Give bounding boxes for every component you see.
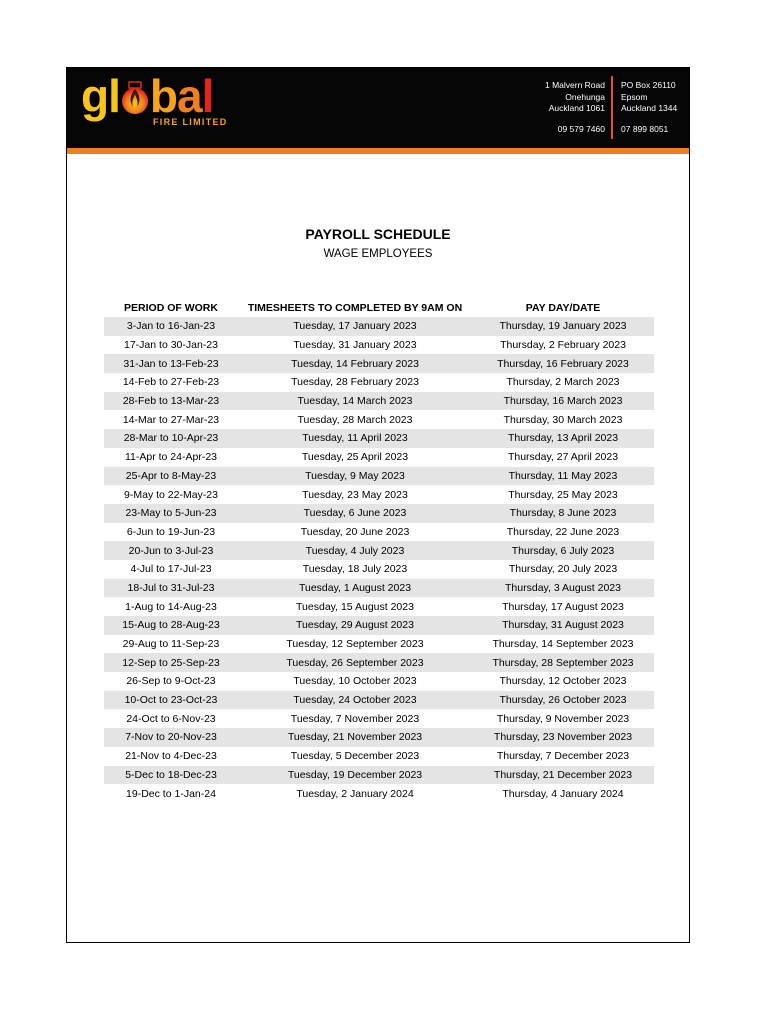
cell-timesheet-deadline: Tuesday, 17 January 2023 bbox=[238, 317, 472, 336]
cell-pay-date: Thursday, 2 March 2023 bbox=[506, 376, 620, 389]
table-row bbox=[104, 766, 654, 785]
cell-period: 28-Feb to 13-Mar-23 bbox=[104, 392, 238, 411]
column-header-period: PERIOD OF WORK bbox=[124, 301, 218, 314]
flame-globe-icon bbox=[120, 71, 150, 105]
cell-period: 6-Jun to 19-Jun-23 bbox=[126, 525, 216, 538]
cell-pay-date: Thursday, 7 December 2023 bbox=[496, 750, 630, 763]
cell-pay-date: Thursday, 3 August 2023 bbox=[472, 579, 654, 598]
table-row bbox=[104, 653, 654, 672]
table-header-row bbox=[104, 298, 654, 317]
address-line: Auckland 1061 bbox=[548, 103, 605, 113]
cell-pay-date: Thursday, 16 March 2023 bbox=[472, 392, 654, 411]
cell-pay-date: Thursday, 30 March 2023 bbox=[503, 413, 623, 426]
table-row bbox=[104, 747, 654, 766]
table-row bbox=[104, 373, 654, 392]
table-row bbox=[104, 504, 654, 523]
header-stripe bbox=[67, 148, 689, 154]
cell-pay-date: Thursday, 4 January 2024 bbox=[502, 787, 624, 800]
table-row bbox=[104, 523, 654, 542]
table-row bbox=[104, 336, 654, 355]
table-row bbox=[104, 354, 654, 373]
cell-pay-date: Thursday, 13 April 2023 bbox=[472, 429, 654, 448]
table-row bbox=[104, 597, 654, 616]
table-row bbox=[104, 485, 654, 504]
cell-pay-date: Thursday, 20 July 2023 bbox=[508, 563, 618, 576]
cell-timesheet-deadline: Tuesday, 12 September 2023 bbox=[286, 638, 424, 651]
cell-period: 7-Nov to 20-Nov-23 bbox=[104, 728, 238, 747]
cell-timesheet-deadline: Tuesday, 25 April 2023 bbox=[301, 451, 409, 464]
cell-timesheet-deadline: Tuesday, 18 July 2023 bbox=[302, 563, 408, 576]
cell-period: 18-Jul to 31-Jul-23 bbox=[104, 579, 238, 598]
table-row bbox=[104, 392, 654, 411]
cell-timesheet-deadline: Tuesday, 10 October 2023 bbox=[293, 675, 417, 688]
table-row bbox=[104, 616, 654, 635]
cell-period: 20-Jun to 3-Jul-23 bbox=[104, 541, 238, 560]
cell-pay-date: Thursday, 31 August 2023 bbox=[472, 616, 654, 635]
cell-timesheet-deadline: Tuesday, 23 May 2023 bbox=[302, 488, 408, 501]
address-line: Auckland 1344 bbox=[621, 103, 678, 113]
address-block-left bbox=[499, 80, 605, 135]
table-row bbox=[104, 728, 654, 747]
cell-timesheet-deadline: Tuesday, 28 March 2023 bbox=[297, 413, 413, 426]
cell-period: 17-Jan to 30-Jan-23 bbox=[124, 339, 218, 352]
phone-number: 09 579 7460 bbox=[557, 123, 605, 134]
cell-period: 28-Mar to 10-Apr-23 bbox=[104, 429, 238, 448]
cell-pay-date: Thursday, 28 September 2023 bbox=[472, 653, 654, 672]
cell-timesheet-deadline: Tuesday, 14 February 2023 bbox=[238, 354, 472, 373]
payroll-table bbox=[104, 298, 654, 803]
table-row bbox=[104, 709, 654, 728]
column-header-timesheets: TIMESHEETS TO COMPLETED BY 9AM ON bbox=[247, 301, 463, 314]
address-line: PO Box 26110 bbox=[621, 80, 676, 90]
cell-pay-date: Thursday, 14 September 2023 bbox=[492, 638, 634, 651]
address-line: Epsom bbox=[621, 91, 648, 102]
column-header-payday: PAY DAY/DATE bbox=[525, 301, 601, 314]
cell-timesheet-deadline: Tuesday, 21 November 2023 bbox=[238, 728, 472, 747]
cell-pay-date: Thursday, 11 May 2023 bbox=[472, 467, 654, 486]
page-subtitle: WAGE EMPLOYEES bbox=[323, 248, 433, 260]
cell-timesheet-deadline: Tuesday, 24 October 2023 bbox=[238, 691, 472, 710]
table-row bbox=[104, 691, 654, 710]
table-row bbox=[104, 784, 654, 803]
cell-period: 4-Jul to 17-Jul-23 bbox=[130, 563, 212, 576]
logo-wordmark: gl bal bbox=[81, 70, 214, 122]
cell-pay-date: Thursday, 25 May 2023 bbox=[508, 488, 618, 501]
cell-period: 15-Aug to 28-Aug-23 bbox=[104, 616, 238, 635]
company-logo bbox=[81, 70, 231, 134]
table-row bbox=[104, 560, 654, 579]
cell-timesheet-deadline: Tuesday, 9 May 2023 bbox=[238, 467, 472, 486]
cell-period: 24-Oct to 6-Nov-23 bbox=[126, 712, 216, 725]
cell-pay-date: Thursday, 19 January 2023 bbox=[472, 317, 654, 336]
cell-pay-date: Thursday, 12 October 2023 bbox=[499, 675, 627, 688]
cell-period: 10-Oct to 23-Oct-23 bbox=[104, 691, 238, 710]
cell-period: 3-Jan to 16-Jan-23 bbox=[104, 317, 238, 336]
cell-timesheet-deadline: Tuesday, 26 September 2023 bbox=[238, 653, 472, 672]
cell-timesheet-deadline: Tuesday, 19 December 2023 bbox=[238, 766, 472, 785]
cell-period: 25-Apr to 8-May-23 bbox=[104, 467, 238, 486]
cell-period: 31-Jan to 13-Feb-23 bbox=[104, 354, 238, 373]
table-row bbox=[104, 672, 654, 691]
cell-timesheet-deadline: Tuesday, 20 June 2023 bbox=[300, 525, 410, 538]
table-row bbox=[104, 410, 654, 429]
table-row bbox=[104, 579, 654, 598]
cell-timesheet-deadline: Tuesday, 6 June 2023 bbox=[238, 504, 472, 523]
cell-pay-date: Thursday, 27 April 2023 bbox=[507, 451, 619, 464]
address-block-right bbox=[621, 80, 691, 135]
cell-pay-date: Thursday, 6 July 2023 bbox=[472, 541, 654, 560]
cell-timesheet-deadline: Tuesday, 15 August 2023 bbox=[296, 600, 414, 613]
cell-pay-date: Thursday, 23 November 2023 bbox=[472, 728, 654, 747]
cell-pay-date: Thursday, 2 February 2023 bbox=[500, 339, 626, 352]
cell-timesheet-deadline: Tuesday, 4 July 2023 bbox=[238, 541, 472, 560]
cell-period: 5-Dec to 18-Dec-23 bbox=[104, 766, 238, 785]
cell-period: 14-Mar to 27-Mar-23 bbox=[122, 413, 220, 426]
cell-timesheet-deadline: Tuesday, 1 August 2023 bbox=[238, 579, 472, 598]
cell-timesheet-deadline: Tuesday, 11 April 2023 bbox=[238, 429, 472, 448]
address-line: Onehunga bbox=[565, 91, 605, 102]
table-row bbox=[104, 448, 654, 467]
document-page bbox=[66, 67, 690, 943]
cell-pay-date: Thursday, 26 October 2023 bbox=[472, 691, 654, 710]
table-row bbox=[104, 467, 654, 486]
phone-number: 07 899 8051 bbox=[621, 123, 669, 134]
cell-pay-date: Thursday, 17 August 2023 bbox=[502, 600, 624, 613]
header-divider bbox=[611, 76, 613, 139]
cell-period: 23-May to 5-Jun-23 bbox=[104, 504, 238, 523]
cell-pay-date: Thursday, 22 June 2023 bbox=[506, 525, 620, 538]
table-row bbox=[104, 317, 654, 336]
cell-pay-date: Thursday, 8 June 2023 bbox=[472, 504, 654, 523]
table-row bbox=[104, 541, 654, 560]
cell-period: 1-Aug to 14-Aug-23 bbox=[125, 600, 217, 613]
cell-timesheet-deadline: Tuesday, 14 March 2023 bbox=[238, 392, 472, 411]
cell-period: 12-Sep to 25-Sep-23 bbox=[104, 653, 238, 672]
address-line: 1 Malvern Road bbox=[544, 80, 605, 90]
table-row bbox=[104, 635, 654, 654]
letterhead bbox=[67, 68, 689, 148]
cell-period: 29-Aug to 11-Sep-23 bbox=[122, 638, 220, 651]
cell-pay-date: Thursday, 21 December 2023 bbox=[472, 766, 654, 785]
cell-timesheet-deadline: Tuesday, 5 December 2023 bbox=[290, 750, 420, 763]
cell-pay-date: Thursday, 16 February 2023 bbox=[472, 354, 654, 373]
cell-timesheet-deadline: Tuesday, 31 January 2023 bbox=[293, 339, 417, 352]
cell-period: 19-Dec to 1-Jan-24 bbox=[126, 787, 216, 800]
cell-timesheet-deadline: Tuesday, 29 August 2023 bbox=[238, 616, 472, 635]
page-title: PAYROLL SCHEDULE bbox=[305, 226, 451, 242]
cell-period: 21-Nov to 4-Dec-23 bbox=[125, 750, 217, 763]
cell-timesheet-deadline: Tuesday, 28 February 2023 bbox=[291, 376, 419, 389]
cell-period: 26-Sep to 9-Oct-23 bbox=[126, 675, 216, 688]
table-row bbox=[104, 429, 654, 448]
cell-timesheet-deadline: Tuesday, 2 January 2024 bbox=[296, 787, 414, 800]
logo-subtitle: FIRE LIMITED bbox=[153, 117, 228, 127]
cell-period: 14-Feb to 27-Feb-23 bbox=[122, 376, 220, 389]
cell-period: 9-May to 22-May-23 bbox=[124, 488, 218, 501]
cell-timesheet-deadline: Tuesday, 7 November 2023 bbox=[290, 712, 420, 725]
cell-pay-date: Thursday, 9 November 2023 bbox=[496, 712, 630, 725]
cell-period: 11-Apr to 24-Apr-23 bbox=[124, 451, 218, 464]
